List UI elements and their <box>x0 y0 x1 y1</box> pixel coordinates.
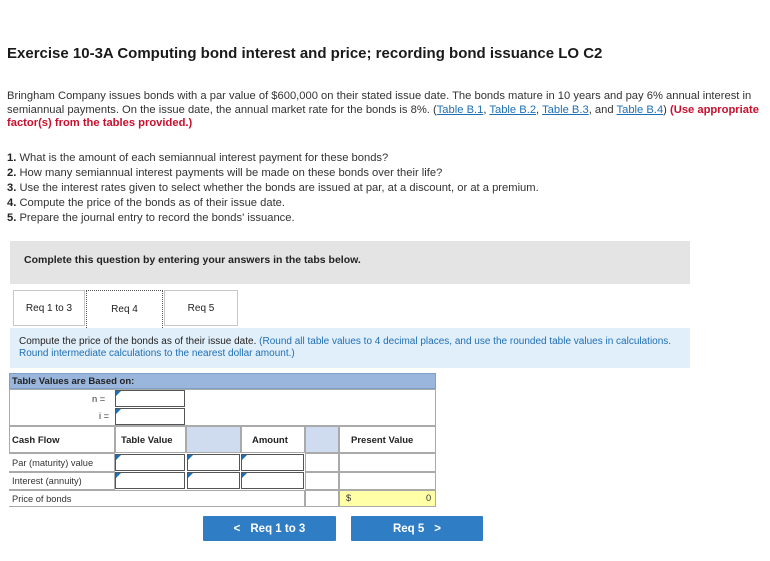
warning-text: (Use appropriate factor(s) from the tables provided.) <box>7 103 759 129</box>
interest-operator-input[interactable] <box>187 472 240 489</box>
price-of-bonds-total <box>339 490 436 507</box>
col-amount: Amount <box>252 435 288 446</box>
question-text: Prepare the journal entry to record the bonds' issuance. <box>16 212 295 224</box>
currency-symbol: $ <box>346 493 352 503</box>
interest-table-value-input[interactable] <box>115 472 185 489</box>
question-number: 4. <box>7 197 17 209</box>
separator: , <box>483 103 490 116</box>
col-table-value: Table Value <box>121 435 173 446</box>
list-item <box>7 211 539 226</box>
question-text: Compute the price of the bonds as of their issue date. <box>16 197 286 209</box>
price-value: 0 <box>426 493 432 503</box>
interest-amount-input[interactable] <box>241 472 304 489</box>
row-price-label: Price of bonds <box>12 494 72 504</box>
tab-instruction <box>10 328 690 368</box>
next-tab-button[interactable] <box>351 516 483 541</box>
par-amount-input[interactable] <box>241 454 304 471</box>
row-interest-label: Interest (annuity) <box>12 476 82 486</box>
list-item <box>7 196 539 211</box>
problem-description <box>7 90 762 131</box>
table-b2-link[interactable]: Table B.2 <box>489 103 537 116</box>
list-item <box>7 151 539 166</box>
instruction-main: Compute the price of the bonds as of their issue date. <box>19 336 257 347</box>
table-header-label: Table Values are Based on: <box>12 376 135 387</box>
question-number: 2. <box>7 167 17 179</box>
table-header <box>9 373 436 389</box>
chevron-left-icon: < <box>233 522 241 535</box>
table-cell <box>305 490 339 507</box>
prev-button-label: Req 1 to 3 <box>250 522 306 535</box>
separator: ) <box>663 103 667 116</box>
page-title: Exercise 10-3A Computing bond interest and price; recording bond issuance LO C2 <box>7 45 603 62</box>
banner-text: Complete this question by entering your answers in the tabs below. <box>24 254 361 266</box>
table-values-block <box>9 389 436 426</box>
table-cell <box>305 472 339 490</box>
instruction-note: (Round all table values to 4 decimal places, and use the rounded table values in calculations. Round intermediate calculations to the nearest dollar amount.) <box>19 336 672 359</box>
intro-text: Bringham Company issues bonds with a par value of $600,000 on their stated issue date. The bonds mature in 10 years and pay 6% annual interest in semiannual payments. On the issue date, the annual market rate for the bonds is 8%. ( <box>7 90 752 116</box>
table-b3-link[interactable]: Table B.3 <box>542 103 589 116</box>
separator: , <box>536 103 543 116</box>
tab-req-5[interactable]: Req 5 <box>164 290 238 326</box>
separator: , and <box>588 103 617 116</box>
row-par-label: Par (maturity) value <box>12 458 94 468</box>
prev-tab-button[interactable] <box>203 516 336 541</box>
chevron-right-icon: > <box>434 522 442 535</box>
n-input[interactable] <box>115 390 185 407</box>
par-operator-input[interactable] <box>187 454 240 471</box>
header-cell <box>186 426 241 453</box>
question-text: Use the interest rates given to select whether the bonds are issued at par, at a discount, or at a premium. <box>16 182 539 194</box>
list-item <box>7 166 539 181</box>
par-present-value-cell <box>339 453 436 472</box>
list-item <box>7 181 539 196</box>
question-number: 3. <box>7 182 17 194</box>
next-button-label: Req 5 <box>392 522 425 535</box>
header-cell <box>305 426 339 453</box>
n-label: n = <box>92 394 106 404</box>
col-cash-flow: Cash Flow <box>12 435 60 446</box>
question-number: 1. <box>7 152 17 164</box>
table-b4-link[interactable]: Table B.4 <box>616 103 664 116</box>
question-text: What is the amount of each semiannual interest payment for these bonds? <box>16 152 389 164</box>
question-text: How many semiannual interest payments will be made on these bonds over their life? <box>16 167 443 179</box>
question-number: 5. <box>7 212 17 224</box>
table-b1-link[interactable]: Table B.1 <box>436 103 484 116</box>
question-list <box>7 151 539 226</box>
interest-present-value-cell <box>339 472 436 490</box>
i-label: i = <box>99 411 110 421</box>
tab-req-1-to-3[interactable]: Req 1 to 3 <box>13 290 85 326</box>
i-input[interactable] <box>115 408 185 425</box>
tab-req-4[interactable]: Req 4 <box>86 290 163 328</box>
par-table-value-input[interactable] <box>115 454 185 471</box>
instructions-banner <box>10 241 690 284</box>
table-cell <box>305 453 339 472</box>
col-present-value: Present Value <box>351 435 414 446</box>
